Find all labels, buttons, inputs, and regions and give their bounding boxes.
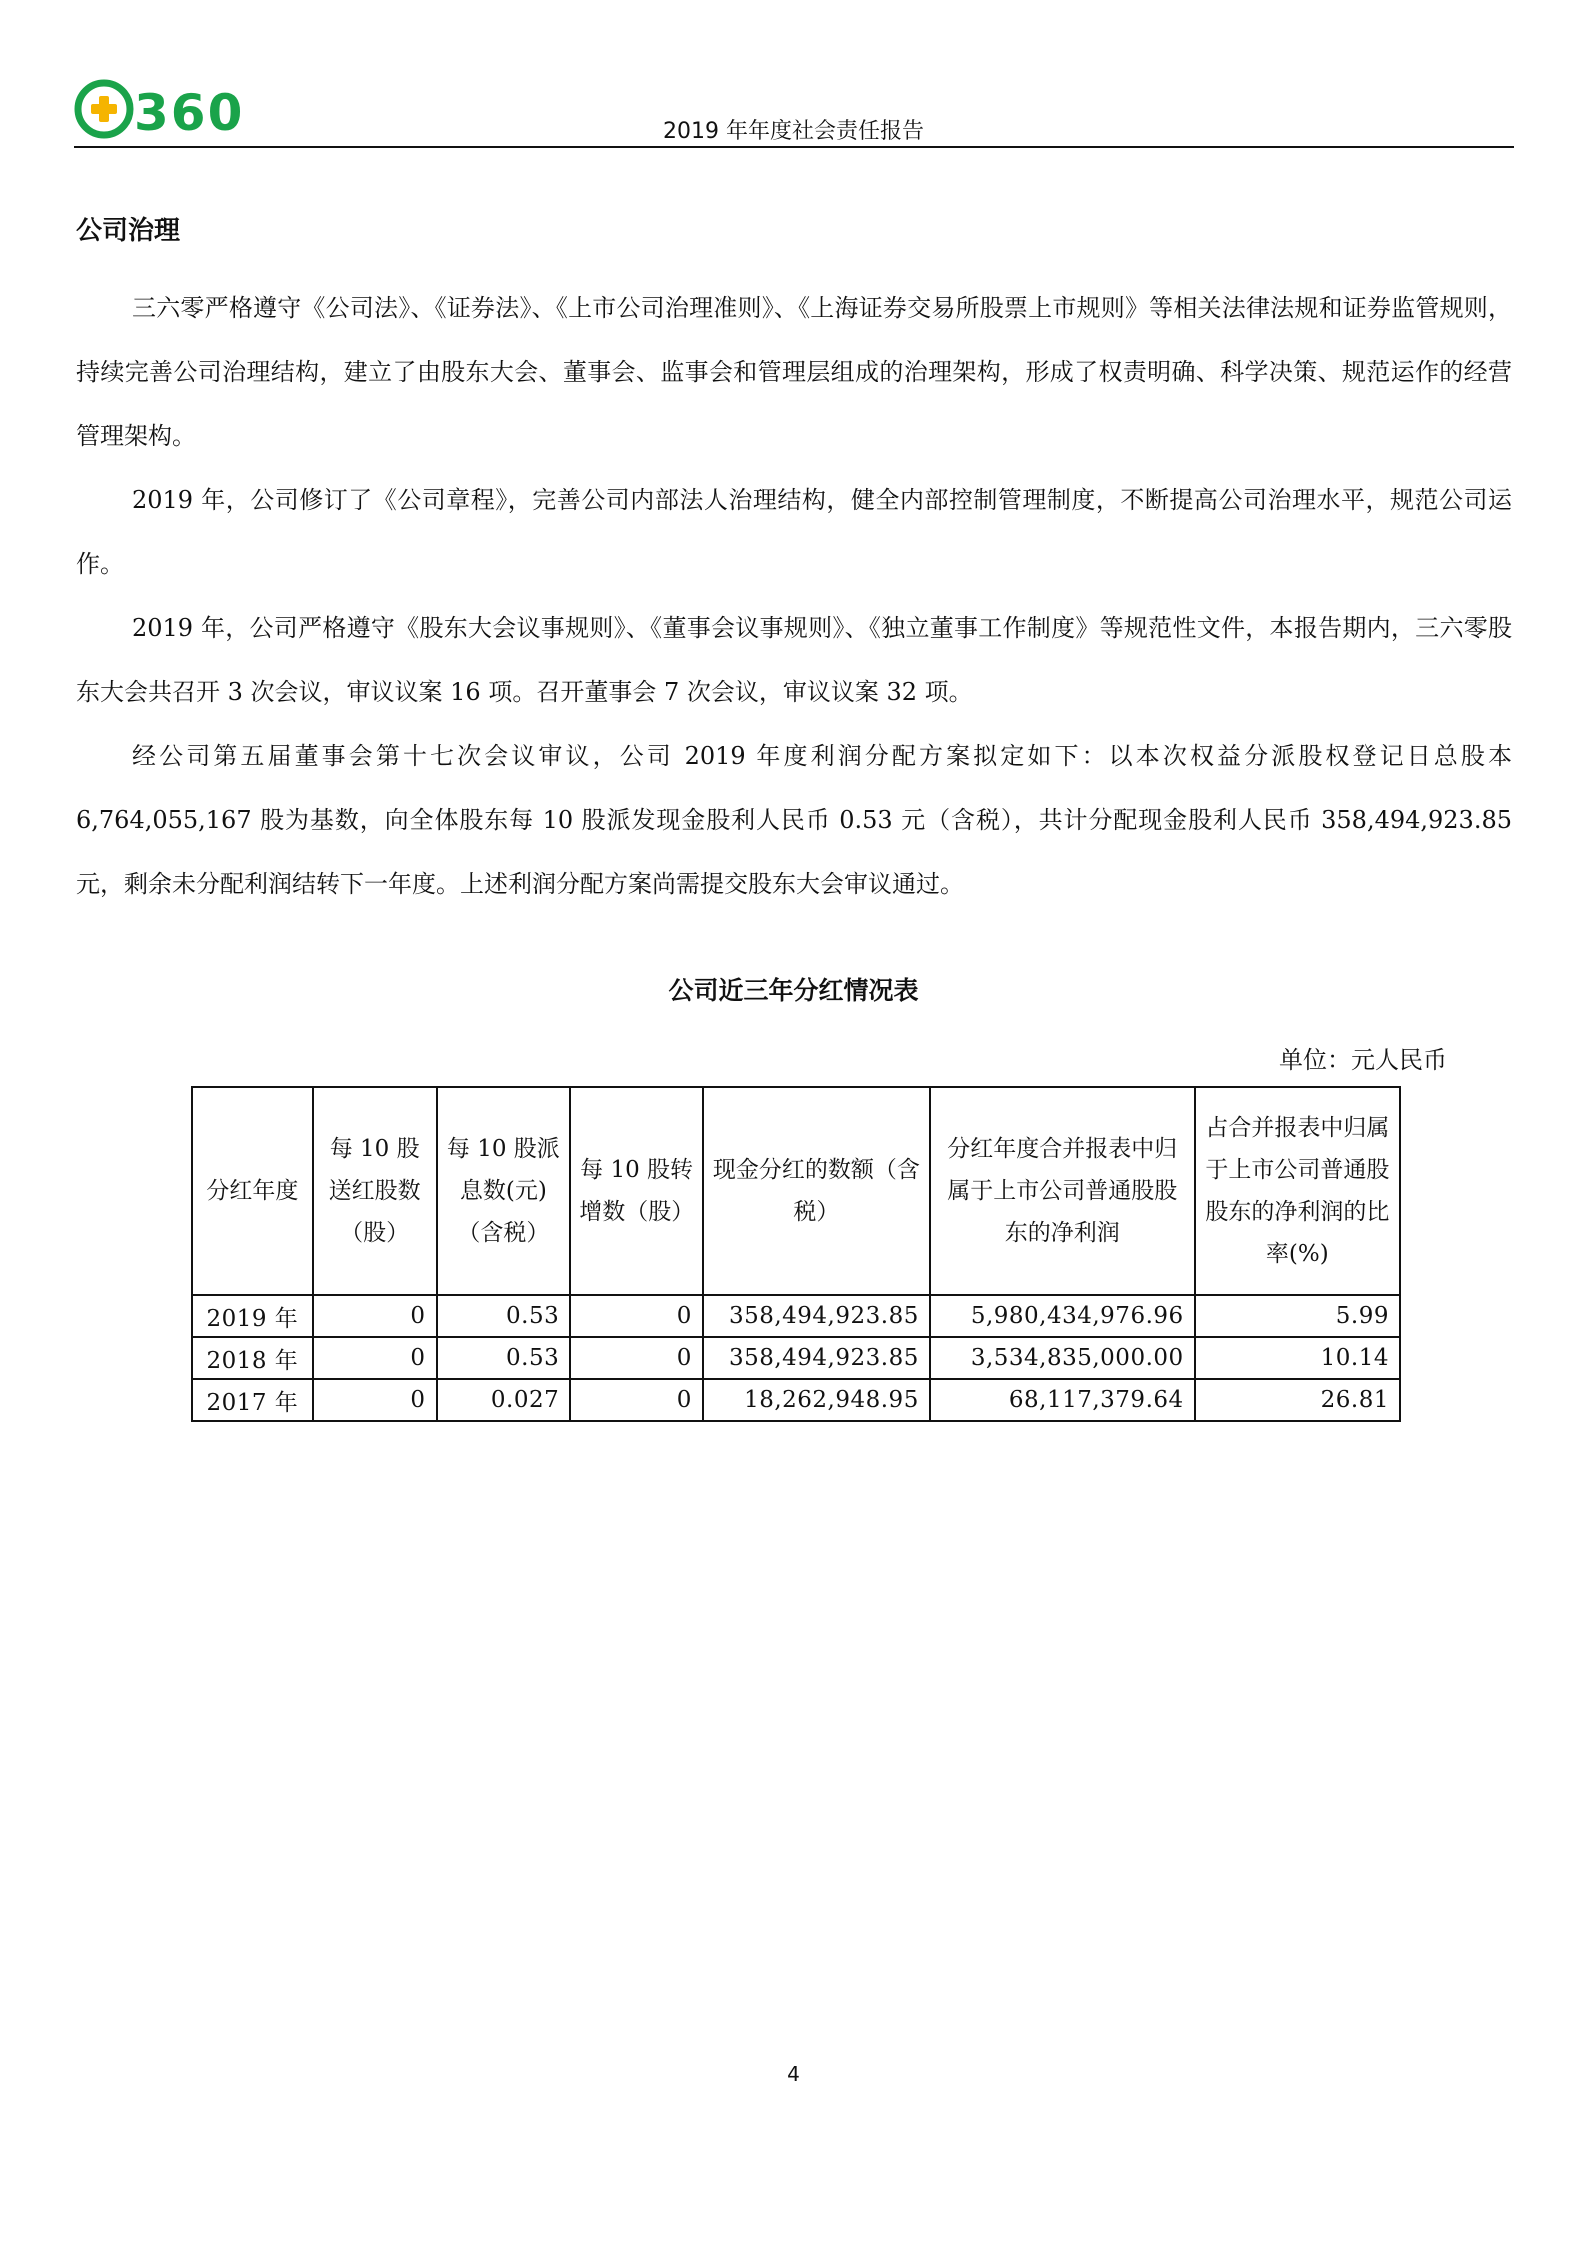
report-header-title: 2019 年年度社会责任报告 (663, 119, 924, 144)
section-title: 公司治理 (76, 216, 181, 246)
cell-bonus-shares: 0 (313, 1295, 437, 1337)
cell-cash-dividend: 358,494,923.85 (703, 1337, 930, 1379)
cell-dividend-per-10: 0.53 (437, 1337, 571, 1379)
col-header-year: 分红年度 (192, 1087, 313, 1295)
dividend-table (191, 1086, 1401, 1422)
cell-net-profit: 68,117,379.64 (930, 1379, 1195, 1421)
cell-year: 2019 年 (192, 1295, 313, 1337)
col-header-bonus-shares: 每 10 股送红股数（股） (313, 1087, 437, 1295)
cell-net-profit: 3,534,835,000.00 (930, 1337, 1195, 1379)
col-header-transfer-shares: 每 10 股转增数（股） (570, 1087, 703, 1295)
cell-ratio: 5.99 (1195, 1295, 1400, 1337)
cell-year: 2017 年 (192, 1379, 313, 1421)
cell-ratio: 26.81 (1195, 1379, 1400, 1421)
cell-cash-dividend: 18,262,948.95 (703, 1379, 930, 1421)
cell-dividend-per-10: 0.027 (437, 1379, 571, 1421)
table-caption: 公司近三年分红情况表 (668, 976, 919, 1005)
cell-transfer-shares: 0 (570, 1337, 703, 1379)
cell-bonus-shares: 0 (313, 1337, 437, 1379)
cell-bonus-shares: 0 (313, 1379, 437, 1421)
cell-cash-dividend: 358,494,923.85 (703, 1295, 930, 1337)
table-unit: 单位：元人民币 (1279, 1046, 1447, 1074)
cell-net-profit: 5,980,434,976.96 (930, 1295, 1195, 1337)
paragraph-meetings: 2019 年，公司严格遵守《股东大会议事规则》、《董事会议事规则》、《独立董事工作制度》等规范性文件，本报告期内，三六零股东大会共召开 3 次会议，审议议案 16 项。召开董事会 7 次会议，审议议案 32 项。 (76, 614, 1512, 706)
col-header-dividend-per-10: 每 10 股派息数(元)（含税） (437, 1087, 571, 1295)
col-header-ratio: 占合并报表中归属于上市公司普通股股东的净利润的比率(%) (1195, 1087, 1400, 1295)
cell-transfer-shares: 0 (570, 1295, 703, 1337)
cell-transfer-shares: 0 (570, 1379, 703, 1421)
table-row (192, 1379, 1400, 1421)
table-row (192, 1295, 1400, 1337)
cell-year: 2018 年 (192, 1337, 313, 1379)
cell-dividend-per-10: 0.53 (437, 1295, 571, 1337)
table-row (192, 1337, 1400, 1379)
paragraph-profit-distribution: 经公司第五届董事会第十七次会议审议，公司 2019 年度利润分配方案拟定如下：以本次权益分派股权登记日总股本 6,764,055,167 股为基数，向全体股东每 10 股派发现金股利人民币 0.53 元（含税），共计分配现金股利人民币 358,494,923.85 元，剩余未分配利润结转下一年度。上述利润分配方案尚需提交股东大会审议通过。 (76, 742, 1512, 898)
col-header-net-profit: 分红年度合并报表中归属于上市公司普通股股东的净利润 (930, 1087, 1195, 1295)
header-divider (74, 146, 1514, 148)
paragraph-articles-revision: 2019 年，公司修订了《公司章程》，完善公司内部法人治理结构，健全内部控制管理制度，不断提高公司治理水平，规范公司运作。 (76, 486, 1512, 578)
logo-wordmark: 360 (134, 84, 245, 140)
paragraph-governance-framework: 三六零严格遵守《公司法》、《证券法》、《上市公司治理准则》、《上海证券交易所股票上市规则》等相关法律法规和证券监管规则，持续完善公司治理结构，建立了由股东大会、董事会、监事会和管理层组成的治理架构，形成了权责明确、科学决策、规范运作的经营管理架构。 (76, 294, 1512, 450)
section-body (76, 276, 1512, 916)
col-header-cash-dividend: 现金分红的数额（含税） (703, 1087, 930, 1295)
cell-ratio: 10.14 (1195, 1337, 1400, 1379)
table-header-row (192, 1087, 1400, 1295)
page-number: 4 (787, 2062, 800, 2086)
